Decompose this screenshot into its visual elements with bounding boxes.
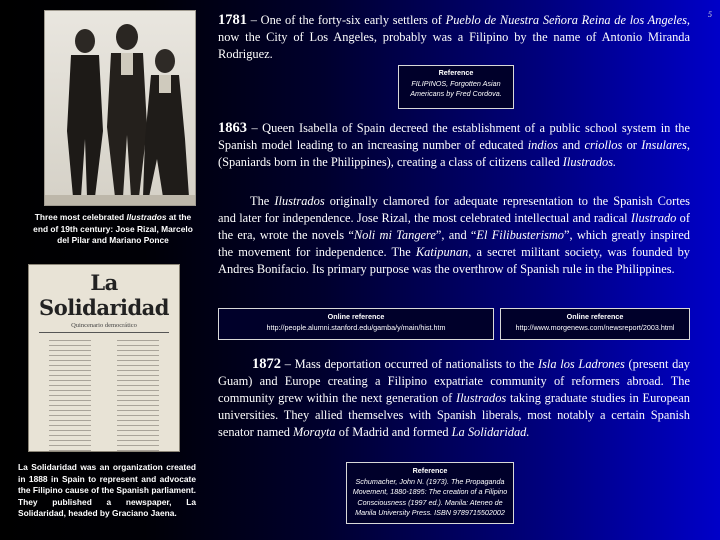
la-solidaridad-newspaper-image <box>28 264 180 452</box>
paragraph-1872: 1872 – Mass deportation occurred of nationalists to the Isla los Ladrones (present day Guam) and Europe creating a Filipino expatriate community of reformers abroad. The community grew within the next generation of Ilustrados taking graduate studies in European universities. They allied themselves with Spanish liberals, most notably a certain Spanish senator named Morayta of Madrid and formed La Solidaridad. <box>218 356 690 439</box>
paragraph-ilustrados: The Ilustrados originally clamored for adequate representation to the Spanish Cortes and later for independence. Jose Rizal, the most celebrated intellectual and radical Ilustrado of the era, wrote the novels “Noli mi Tangere”, and “El Filibusterismo”, which greatly inspired the movement for independence. The Katipunan, a secret militant society, was founded by Andres Bonifacio. Its primary purpose was the overthrow of Spanish rule in the Philippines. <box>218 194 690 276</box>
ilustrados-caption: Three most celebrated Ilustrados at the end of 19th century: Jose Rizal, Marcelo del Pilar and Mariano Ponce <box>33 212 193 245</box>
reference-box-cordova <box>398 65 514 109</box>
newspaper-rule <box>39 332 169 333</box>
online-reference-heading: Online reference <box>566 312 624 321</box>
year-1863: 1863 <box>218 120 247 136</box>
online-reference-box-2 <box>500 308 690 340</box>
ilustrados-figures-illustration <box>45 11 196 206</box>
ilustrados-photo <box>44 10 196 206</box>
online-reference-link-1[interactable]: http://people.alumni.stanford.edu/gamba/y/main/hist.htm <box>266 322 446 332</box>
page-number: 5 <box>708 10 712 19</box>
paragraph-1863: 1863 – Queen Isabella of Spain decreed the establishment of a public school system in the Spanish model leading to an increasing number of educated indios and criollos or Insulares, (Spaniards born in the Philippines), creating a class of citizens called Ilustrados. <box>218 120 690 169</box>
noli-title: Noli mi Tangere <box>353 228 436 242</box>
la-solidaridad-caption: La Solidaridad was an organization created in 1888 in Spain to represent and advocate the Filipino cause of the Spanish parliament. They published a newspaper, La Solidaridad, headed by Graciano Jaena. <box>18 462 196 518</box>
newspaper-subtitle: Quincenario democrático <box>71 322 137 329</box>
reference-body: Schumacher, John N. (1973). The Propaganda Movement, 1880-1895: The creation of a Filipino Consciousness (1997 ed.). Manila: Ateneo de Manila University Press. ISBN 9789715502002 <box>352 476 508 517</box>
online-reference-box-1 <box>218 308 494 340</box>
paragraph-1781: 1781 – One of the forty-six early settlers of Pueblo de Nuestra Señora Reina de los Angeles, now the City of Los Angeles, probably was a Filipino by the name of Antonio Miranda Rodriguez. <box>218 12 690 61</box>
reference-box-schumacher <box>346 462 514 524</box>
year-1872: 1872 <box>252 356 281 372</box>
newspaper-column <box>107 336 169 452</box>
online-reference-link-2[interactable]: http://www.morgenews.com/newsreport/2003.html <box>515 322 675 332</box>
reference-heading: Reference <box>438 68 474 77</box>
online-reference-heading: Online reference <box>327 312 385 321</box>
newspaper-columns <box>29 336 179 452</box>
pueblo-name: Pueblo de Nuestra Señora Reina de los Angeles, <box>445 13 690 27</box>
year-1781: 1781 <box>218 12 247 28</box>
fili-title: El Filibusterismo <box>476 228 564 242</box>
reference-body: FILIPINOS, Forgotten Asian Americans by Fred Cordova. <box>410 78 502 98</box>
newspaper-column <box>39 336 101 452</box>
reference-heading: Reference <box>412 466 448 475</box>
newspaper-masthead: La Solidaridad <box>39 270 169 320</box>
